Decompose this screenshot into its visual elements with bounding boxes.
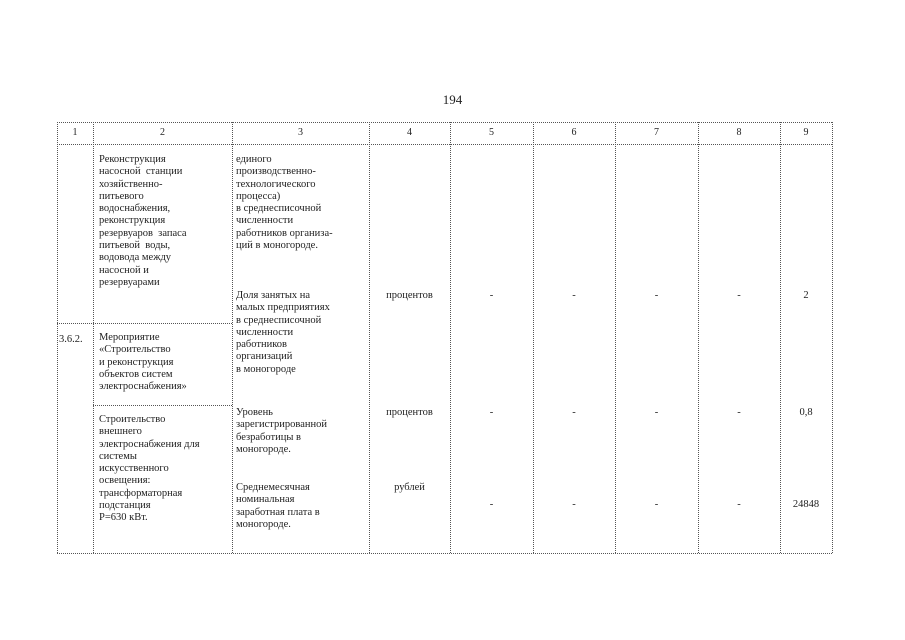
row2-col7: -	[654, 407, 659, 418]
row2-col8: -	[737, 407, 741, 418]
col-line-2	[232, 122, 233, 553]
header-col-9: 9	[803, 127, 809, 138]
indicator-continuation-text: единого производственно- технологического процесса) в среднесписочной численности работников организа- ций в моногороде.	[236, 154, 333, 252]
row3-col9: 24848	[792, 499, 820, 510]
row3-col8: -	[737, 499, 741, 510]
row-separator-2	[93, 405, 232, 406]
header-col-2: 2	[160, 127, 165, 138]
indicator-small-business-share: Доля занятых на малых предприятиях в среднесписочной численности работников организаций в моногороде	[236, 290, 330, 375]
col-line-7	[698, 122, 699, 553]
row2-col5: -	[489, 407, 494, 418]
col-line-9	[832, 122, 833, 553]
header-col-5: 5	[489, 127, 494, 138]
row3-col5: -	[489, 499, 494, 510]
measure-power-supply-title: Мероприятие «Строительство и реконструкция объектов систем электроснабжения»	[99, 332, 187, 393]
row1-unit: процентов	[386, 290, 433, 301]
indicator-average-salary: Среднемесячная номинальная заработная плата в моногороде.	[236, 482, 320, 530]
table-bottom-border	[57, 553, 832, 554]
header-col-7: 7	[654, 127, 659, 138]
row-separator-1	[57, 323, 232, 324]
header-col-3: 3	[298, 127, 303, 138]
header-separator	[57, 144, 832, 145]
row1-col7: -	[654, 290, 659, 301]
row2-col6: -	[572, 407, 576, 418]
row-code: 3.6.2.	[59, 334, 83, 345]
measure-reconstruction-text: Реконструкция насосной станции хозяйственно- питьевого водоснабжения, реконструкция резервуаров запаса питьевой воды, водовода между насосной и резервуарами	[99, 154, 187, 288]
col-line-8	[780, 122, 781, 553]
col-line-1	[93, 122, 94, 553]
row3-col6: -	[572, 499, 576, 510]
page-number: 194	[442, 92, 463, 107]
header-col-1: 1	[72, 127, 78, 138]
row1-col5: -	[489, 290, 494, 301]
row3-unit: рублей	[394, 482, 425, 493]
indicator-unemployment-rate: Уровень зарегистрированной безработицы в моногороде.	[236, 407, 327, 455]
row3-col7: -	[654, 499, 659, 510]
row1-col6: -	[572, 290, 576, 301]
col-line-0	[57, 122, 58, 553]
header-col-6: 6	[571, 127, 577, 138]
row2-col9: 0,8	[799, 407, 813, 418]
header-col-4: 4	[407, 127, 412, 138]
col-line-5	[533, 122, 534, 553]
col-line-6	[615, 122, 616, 553]
header-col-8: 8	[736, 127, 742, 138]
row2-unit: процентов	[386, 407, 433, 418]
col-line-4	[450, 122, 451, 553]
row1-col9: 2	[803, 290, 809, 301]
indicator-table	[57, 122, 832, 553]
measure-power-supply-text: Строительство внешнего электроснабжения для системы искусственного освещения: трансформаторная подстанция Р=630 кВт.	[99, 414, 200, 524]
row1-col8: -	[737, 290, 741, 301]
